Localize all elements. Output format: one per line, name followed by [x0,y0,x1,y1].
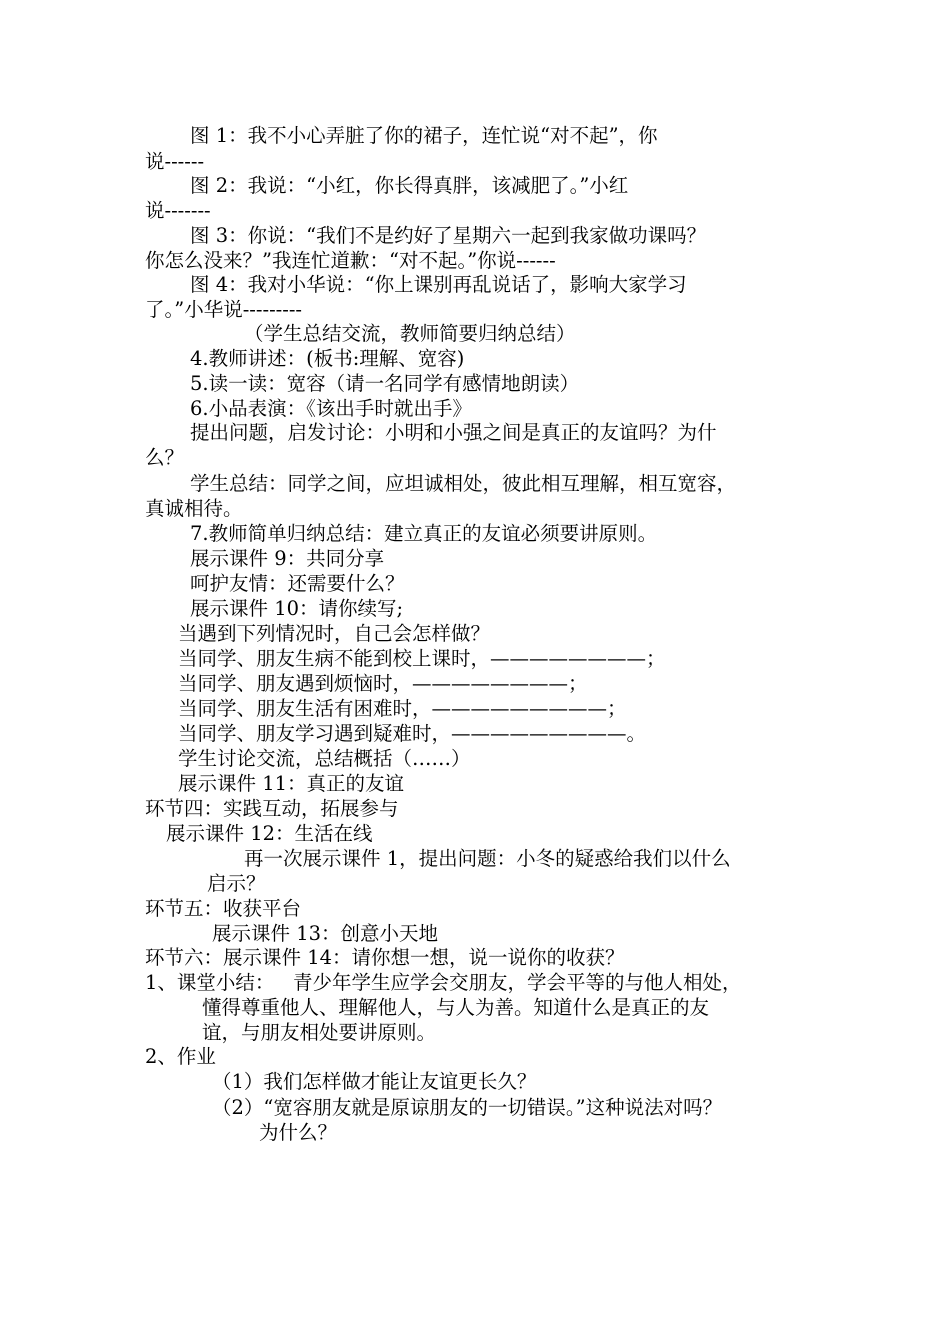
text-line: 说------ [145,150,205,173]
text-line: 当同学、朋友学习遇到疑难时，—————————。 [178,722,647,745]
text-line: 呵护友情：还需要什么？ [190,572,405,595]
section-heading: 环节五：收获平台 [145,897,302,920]
text-line: 展示课件 10：请你续写; [190,597,404,620]
text-line: 为什么？ [259,1121,338,1144]
text-line: 说------- [145,199,211,222]
text-line: 当同学、朋友生病不能到校上课时，————————； [178,647,666,670]
text-line: 展示课件 13：创意小天地 [212,922,439,945]
section-heading: 环节四：实践互动，拓展参与 [145,797,399,820]
text-line: 学生讨论交流，总结概括（……） [178,747,471,770]
text-line: 图 1：我不小心弄脏了你的裙子，连忙说“对不起”，你 [190,124,658,147]
text-line: （1）我们怎样做才能让友谊更长久？ [212,1070,537,1093]
text-line: 你怎么没来？”我连忙道歉：“对不起。”你说------ [145,249,556,272]
text-line: 提出问题，启发讨论：小明和小强之间是真正的友谊吗？为什 [190,421,717,444]
text-line: 6.小品表演：《该出手时就出手》 [190,397,472,420]
text-line: 真诚相待。 [145,497,243,520]
section-heading: 环节六：展示课件 14：请你想一想，说一说你的收获？ [145,946,625,969]
text-line: 展示课件 9：共同分享 [190,547,385,570]
text-line: 当遇到下列情况时，自己会怎样做？ [178,622,491,645]
text-line: 7.教师简单归纳总结：建立真正的友谊必须要讲原则。 [190,522,658,545]
text-line: 1、课堂小结： 青少年学生应学会交朋友，学会平等的与他人相处， [145,971,742,994]
text-line: 图 3：你说：“我们不是约好了星期六一起到我家做功课吗？ [190,224,707,247]
text-line: 图 4：我对小华说：“你上课别再乱说话了，影响大家学习 [190,273,687,296]
text-line: 2、作业 [145,1045,216,1068]
text-line: 展示课件 11：真正的友谊 [178,772,405,795]
text-line: （学生总结交流，教师简要归纳总结） [244,322,576,345]
text-line: 当同学、朋友生活有困难时，—————————； [178,697,627,720]
text-line: 当同学、朋友遇到烦恼时，————————； [178,672,588,695]
text-line: 启示？ [207,872,266,895]
text-line: 4.教师讲述：(板书:理解、宽容) [190,347,465,370]
text-line: 谊，与朋友相处要讲原则。 [202,1021,437,1044]
text-line: 么？ [145,446,185,469]
text-line: 学生总结：同学之间，应坦诚相处，彼此相互理解，相互宽容， [190,472,737,495]
text-line: （2）“宽容朋友就是原谅朋友的一切错误。”这种说法对吗？ [212,1096,723,1119]
text-line: 展示课件 12：生活在线 [166,822,373,845]
text-line: 懂得尊重他人、理解他人，与人为善。知道什么是真正的友 [202,996,710,1019]
text-line: 了。”小华说--------- [145,298,303,321]
text-line: 5.读一读：宽容（请一名同学有感情地朗读） [190,372,580,395]
text-line: 图 2：我说：“小红，你长得真胖，该减肥了。”小红 [190,174,629,197]
text-line: 再一次展示课件 1，提出问题：小冬的疑惑给我们以什么 [244,847,731,870]
